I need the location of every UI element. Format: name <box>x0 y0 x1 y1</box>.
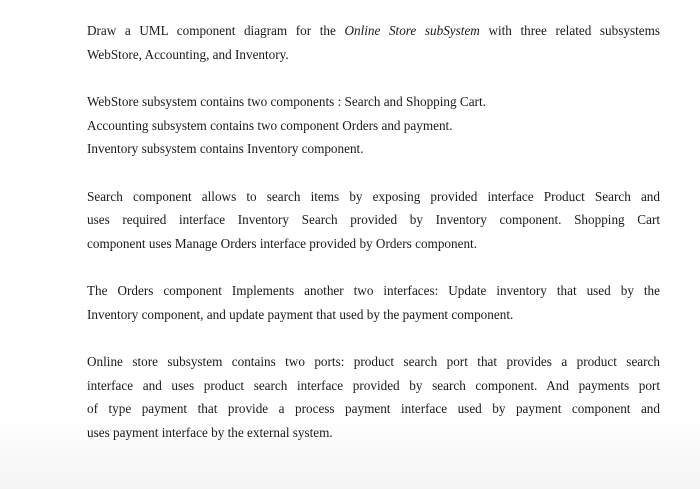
paragraph-gap <box>87 255 660 279</box>
orders-line-1: The Orders component Implements another two interfaces: Update inventory that used by the <box>87 283 660 298</box>
paragraph-search <box>87 185 660 256</box>
paragraph-gap <box>87 161 660 185</box>
ports-line-1: Online store subsystem contains two ports: product search port that provides a product search <box>87 354 660 369</box>
ports-line-4: uses payment interface by the external system. <box>87 424 333 440</box>
paragraph-orders <box>87 279 660 326</box>
paragraph-subsystems <box>87 90 660 161</box>
subsystems-line-3: Inventory subsystem contains Inventory component. <box>87 141 364 156</box>
task-subsystem-name: Online Store subSystem <box>344 23 480 38</box>
paragraph-gap <box>87 326 660 350</box>
paragraph-gap <box>87 66 660 90</box>
search-line-3: component uses Manage Orders interface provided by Orders component. <box>87 235 478 251</box>
task-line-1 <box>87 19 660 43</box>
subsystems-line-1: WebStore subsystem contains two components : Search and Shopping Cart. <box>87 94 486 109</box>
ports-line-3: of type payment that provide a process payment interface used by payment component and <box>87 401 660 416</box>
search-line-2: uses required interface Inventory Search provided by Inventory component. Shopping Cart <box>87 212 660 227</box>
task-line-1-start: Draw a UML component diagram for the <box>87 23 345 38</box>
orders-line-2: Inventory component, and update payment that used by the payment component. <box>87 306 514 322</box>
ports-line-2: interface and uses product search interface provided by search component. And payments port <box>87 377 660 393</box>
search-line-1: Search component allows to search items by exposing provided interface Product Search and <box>87 188 660 204</box>
task-line-2: WebStore, Accounting, and Inventory. <box>87 46 289 62</box>
paragraph-ports <box>87 350 660 444</box>
paragraph-task <box>87 19 660 66</box>
task-line-1-end: with three related subsystems <box>479 23 660 38</box>
subsystems-line-2: Accounting subsystem contains two component Orders and payment. <box>87 117 453 133</box>
